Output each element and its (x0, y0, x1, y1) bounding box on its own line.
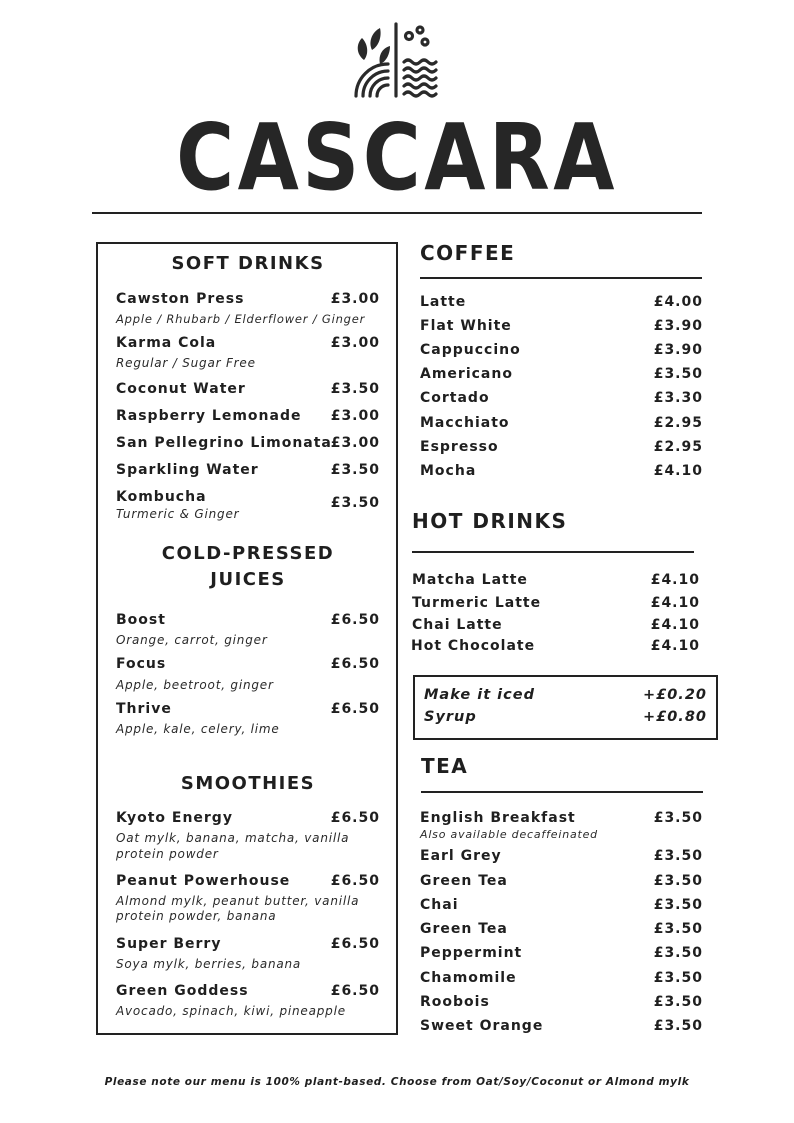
extra-name: Syrup (424, 709, 477, 725)
menu-item-price: £3.50 (653, 970, 703, 986)
menu-item-price: £4.10 (650, 617, 700, 633)
menu-item-price: £4.10 (650, 638, 700, 654)
menu-item-price: £3.50 (330, 462, 380, 478)
menu-item-price: £3.50 (330, 381, 380, 397)
menu-item-price: £3.90 (653, 342, 703, 358)
menu-item-price: £4.10 (653, 463, 703, 479)
juices-title-line1: COLD-PRESSED (161, 543, 335, 564)
menu-item-price: £4.00 (653, 294, 703, 310)
tea-divider (421, 791, 703, 793)
menu-item-desc: Also available decaffeinated (420, 828, 598, 841)
menu-item-price: £3.50 (330, 495, 380, 511)
footer-note: Please note our menu is 100% plant-based. Choose from Oat/Soy/Coconut or Almond mylk (104, 1076, 690, 1088)
menu-item-name: Green Tea (420, 921, 508, 937)
extras-box (413, 675, 718, 740)
menu-item-name: Hot Chocolate (411, 638, 536, 654)
menu-item-price: £3.50 (653, 873, 703, 889)
extra-price: +£0.20 (642, 687, 707, 703)
menu-item-name: Super Berry (116, 936, 222, 952)
menu-item-name: Sweet Orange (420, 1018, 544, 1034)
menu-item-name: Chai Latte (412, 617, 503, 633)
menu-item-desc: protein powder, banana (116, 909, 277, 923)
menu-item-desc: Turmeric & Ginger (116, 507, 240, 521)
extra-name: Make it iced (424, 687, 535, 703)
menu-item-desc: Soya mylk, berries, banana (116, 957, 302, 971)
menu-item-price: £6.50 (330, 701, 380, 717)
menu-item-desc: Apple, kale, celery, lime (116, 722, 280, 736)
menu-item-name: Macchiato (420, 415, 510, 431)
menu-item-price: £3.30 (653, 390, 703, 406)
menu-item-price: £3.50 (653, 897, 703, 913)
menu-item-price: £3.00 (330, 291, 380, 307)
coffee-divider (420, 277, 702, 279)
menu-item-name: Kyoto Energy (116, 810, 233, 826)
menu-item-price: £3.00 (330, 408, 380, 424)
menu-item-price: £6.50 (330, 983, 380, 999)
smoothies-title: SMOOTHIES (180, 773, 316, 794)
menu-item-price: £6.50 (330, 612, 380, 628)
menu-item-name: Earl Grey (420, 848, 502, 864)
brand-name: CASCARA (176, 104, 618, 211)
menu-item-price: £6.50 (330, 936, 380, 952)
menu-item-name: Roobois (420, 994, 490, 1010)
menu-item-name: Karma Cola (116, 335, 217, 351)
menu-item-price: £2.95 (653, 439, 703, 455)
menu-item-desc: Regular / Sugar Free (116, 356, 256, 370)
menu-item-price: £3.50 (653, 848, 703, 864)
menu-item-name: Turmeric Latte (412, 595, 542, 611)
menu-item-name: Green Goddess (116, 983, 249, 999)
menu-item-price: £3.90 (653, 318, 703, 334)
hot-drinks-title: HOT DRINKS (412, 509, 568, 533)
header-divider (92, 212, 702, 214)
menu-item-name: Americano (420, 366, 513, 382)
menu-item-desc: Oat mylk, banana, matcha, vanilla (116, 831, 350, 845)
menu-item-price: £6.50 (330, 873, 380, 889)
menu-item-desc: Avocado, spinach, kiwi, pineapple (116, 1004, 346, 1018)
menu-item-name: Cawston Press (116, 291, 245, 307)
menu-item-name: Sparkling Water (116, 462, 259, 478)
menu-item-price: £3.50 (653, 994, 703, 1010)
menu-item-name: Green Tea (420, 873, 508, 889)
menu-item-name: Matcha Latte (412, 572, 528, 588)
menu-item-name: Chai (420, 897, 459, 913)
menu-item-price: £6.50 (330, 656, 380, 672)
menu-item-name: Mocha (420, 463, 477, 479)
menu-item-price: £3.50 (653, 1018, 703, 1034)
menu-item-desc: Apple / Rhubarb / Elderflower / Ginger (116, 312, 366, 326)
menu-item-name: Focus (116, 656, 167, 672)
menu-item-desc: Apple, beetroot, ginger (116, 678, 274, 692)
extra-price: +£0.80 (642, 709, 707, 725)
menu-item-name: Peppermint (420, 945, 523, 961)
menu-item-price: £3.50 (653, 921, 703, 937)
menu-item-name: Coconut Water (116, 381, 246, 397)
menu-item-price: £6.50 (330, 810, 380, 826)
menu-item-desc: protein powder (116, 847, 219, 861)
menu-item-desc: Almond mylk, peanut butter, vanilla (116, 894, 360, 908)
menu-item-price: £4.10 (650, 595, 700, 611)
menu-item-name: Chamomile (420, 970, 517, 986)
brand-logo-icon (352, 20, 442, 98)
menu-item-name: Raspberry Lemonade (116, 408, 302, 424)
menu-item-price: £3.00 (330, 335, 380, 351)
menu-item-price: £3.50 (653, 810, 703, 826)
menu-item-name: Espresso (420, 439, 499, 455)
menu-item-price: £3.00 (330, 435, 380, 451)
soft-drinks-title: SOFT DRINKS (171, 253, 325, 274)
menu-item-name: Boost (116, 612, 166, 628)
menu-item-name: Cortado (420, 390, 490, 406)
menu-item-price: £2.95 (653, 415, 703, 431)
menu-item-desc: Orange, carrot, ginger (116, 633, 268, 647)
menu-item-name: Flat White (420, 318, 512, 334)
menu-item-price: £4.10 (650, 572, 700, 588)
tea-title: TEA (421, 754, 469, 778)
menu-item-name: English Breakfast (420, 810, 576, 826)
menu-item-name: San Pellegrino Limonata (116, 435, 332, 451)
menu-item-name: Cappuccino (420, 342, 521, 358)
menu-item-price: £3.50 (653, 945, 703, 961)
menu-item-name: Thrive (116, 701, 172, 717)
menu-item-price: £3.50 (653, 366, 703, 382)
hot-drinks-divider (412, 551, 694, 553)
menu-item-name: Peanut Powerhouse (116, 873, 291, 889)
menu-item-name: Kombucha (116, 489, 207, 505)
coffee-title: COFFEE (420, 241, 516, 265)
menu-item-name: Latte (420, 294, 467, 310)
juices-title-line2: JUICES (210, 569, 286, 590)
